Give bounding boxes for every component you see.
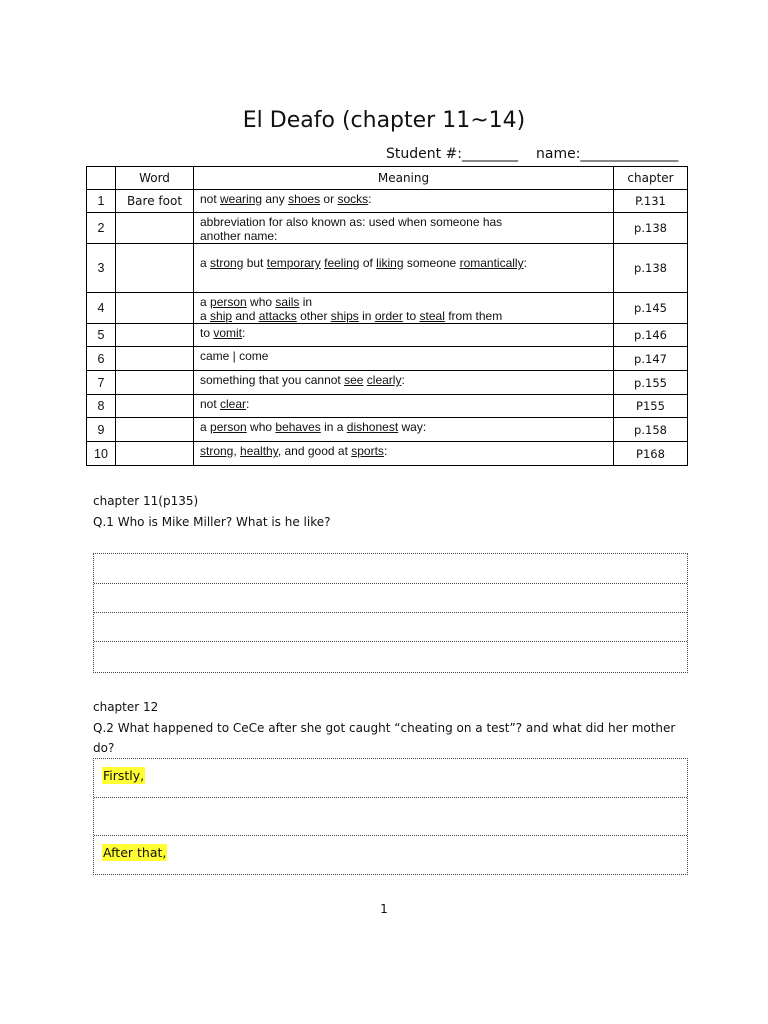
meaning-line (200, 373, 607, 387)
chapter-page-cell: P168 (614, 442, 688, 466)
q2-question: Q.2 What happened to CeCe after she got caught “cheating on a test”? and what did her mother do? (93, 721, 676, 755)
answer-line[interactable] (94, 584, 687, 613)
meaning-text: a (200, 256, 211, 270)
meaning-line (200, 256, 607, 270)
word-cell[interactable] (116, 324, 194, 347)
table-row (87, 293, 688, 324)
meaning-text: other (296, 309, 331, 323)
row-number: 2 (87, 213, 116, 244)
meaning-text: or (320, 192, 338, 206)
meaning-line (200, 397, 607, 411)
meaning-cell (194, 418, 614, 442)
underlined-word: clearly (366, 373, 402, 387)
table-row (87, 395, 688, 418)
document-title: El Deafo (chapter 11~14) (242, 108, 526, 133)
underlined-word: sports (351, 444, 384, 458)
meaning-line (200, 309, 607, 323)
chapter-page-cell: P155 (614, 395, 688, 418)
word-cell[interactable] (116, 442, 194, 466)
meaning-text: : (523, 256, 527, 270)
meaning-text: , and good at (277, 444, 352, 458)
meaning-cell (194, 244, 614, 293)
underlined-word: ship (210, 309, 233, 323)
row-number: 6 (87, 347, 116, 371)
underlined-word: behaves (275, 420, 321, 434)
q1-answer-box[interactable] (93, 553, 688, 673)
answer-line[interactable] (94, 836, 687, 874)
vocabulary-table (86, 166, 688, 466)
meaning-text: from them (444, 309, 503, 323)
meaning-text: : (401, 373, 405, 387)
answer-line[interactable] (94, 554, 687, 584)
header-number (87, 167, 116, 190)
meaning-cell (194, 213, 614, 244)
table-header-row (87, 167, 688, 190)
meaning-text: a (200, 420, 211, 434)
chapter-page-cell: p.146 (614, 324, 688, 347)
row-number: 5 (87, 324, 116, 347)
meaning-text: abbreviation for also known as: used when someone has (200, 215, 503, 229)
meaning-text: who (246, 295, 276, 309)
meaning-text: way: (398, 420, 427, 434)
meaning-text: and (232, 309, 259, 323)
q1-question: Q.1 Who is Mike Miller? What is he like? (93, 515, 331, 529)
q2-answer-box[interactable] (93, 758, 688, 875)
meaning-cell (194, 371, 614, 395)
underlined-word: feeling (324, 256, 360, 270)
meaning-line (200, 295, 607, 309)
meaning-text: someone (403, 256, 460, 270)
header-word: Word (116, 167, 194, 190)
table-row (87, 371, 688, 395)
meaning-cell (194, 293, 614, 324)
meaning-text: : (242, 326, 246, 340)
underlined-word: shoes (288, 192, 321, 206)
meaning-text: of (359, 256, 377, 270)
student-name-field[interactable]: name:______________ (536, 146, 679, 162)
word-cell[interactable] (116, 347, 194, 371)
table-row (87, 190, 688, 213)
meaning-text: in a (320, 420, 347, 434)
word-cell[interactable] (116, 213, 194, 244)
meaning-text: came | come (200, 349, 269, 363)
row-number: 9 (87, 418, 116, 442)
underlined-word: person (210, 420, 247, 434)
underlined-word: strong (200, 444, 234, 458)
underlined-word: order (374, 309, 403, 323)
row-number: 1 (87, 190, 116, 213)
meaning-text: something that you cannot (200, 373, 345, 387)
student-number-field[interactable]: Student #:________ (386, 146, 519, 162)
meaning-text: : (368, 192, 372, 206)
table-row (87, 244, 688, 293)
answer-line[interactable] (94, 613, 687, 642)
chapter-page-cell: P.131 (614, 190, 688, 213)
underlined-word: liking (376, 256, 404, 270)
meaning-cell (194, 442, 614, 466)
meaning-text: who (246, 420, 276, 434)
chapter-page-cell: p.147 (614, 347, 688, 371)
row-number: 3 (87, 244, 116, 293)
chapter-page-cell: p.158 (614, 418, 688, 442)
header-chapter: chapter (614, 167, 688, 190)
word-cell[interactable] (116, 395, 194, 418)
word-cell[interactable] (116, 293, 194, 324)
meaning-cell (194, 347, 614, 371)
meaning-text: another name: (200, 229, 278, 243)
sentence-starter-highlight: Firstly, (103, 768, 145, 783)
meaning-cell (194, 190, 614, 213)
underlined-word: romantically (459, 256, 524, 270)
underlined-word: socks (337, 192, 369, 206)
meaning-text: : (246, 397, 250, 411)
meaning-text: not (200, 397, 221, 411)
word-cell[interactable] (116, 244, 194, 293)
underlined-word: ships (330, 309, 359, 323)
chapter-page-cell: p.145 (614, 293, 688, 324)
table-row (87, 418, 688, 442)
meaning-line (200, 444, 607, 458)
meaning-text: but (243, 256, 267, 270)
meaning-line (200, 229, 607, 243)
underlined-word: steal (419, 309, 445, 323)
meaning-text: any (262, 192, 289, 206)
underlined-word: temporary (266, 256, 321, 270)
underlined-word: sails (275, 295, 300, 309)
meaning-line (200, 192, 607, 206)
row-number: 7 (87, 371, 116, 395)
meaning-text: a (200, 295, 211, 309)
meaning-line (200, 420, 607, 434)
header-meaning: Meaning (194, 167, 614, 190)
meaning-text: a (200, 309, 211, 323)
row-number: 8 (87, 395, 116, 418)
chapter-page-cell: p.155 (614, 371, 688, 395)
underlined-word: healthy (240, 444, 278, 458)
underlined-word: wearing (220, 192, 263, 206)
chapter-page-cell: p.138 (614, 244, 688, 293)
meaning-text: to (402, 309, 420, 323)
chapter-page-cell: p.138 (614, 213, 688, 244)
underlined-word: clear (220, 397, 247, 411)
meaning-text: in (358, 309, 375, 323)
meaning-line (200, 349, 607, 363)
answer-line[interactable] (94, 798, 687, 836)
underlined-word: strong (210, 256, 244, 270)
meaning-cell (194, 324, 614, 347)
sentence-starter-highlight: After that, (103, 845, 167, 860)
meaning-line (200, 326, 607, 340)
underlined-word: attacks (258, 309, 297, 323)
answer-line[interactable] (94, 759, 687, 798)
table-row (87, 442, 688, 466)
table-row (87, 213, 688, 244)
row-number: 4 (87, 293, 116, 324)
table-row (87, 324, 688, 347)
table-row (87, 347, 688, 371)
meaning-cell (194, 395, 614, 418)
word-cell[interactable]: Bare foot (116, 190, 194, 213)
student-info-line (386, 146, 678, 162)
q2-chapter-label: chapter 12 (93, 700, 159, 714)
underlined-word: vomit (213, 326, 243, 340)
meaning-text: : (383, 444, 388, 458)
page-number: 1 (380, 902, 388, 916)
word-cell[interactable] (116, 371, 194, 395)
underlined-word: dishonest (346, 420, 399, 434)
word-cell[interactable] (116, 418, 194, 442)
underlined-word: see (344, 373, 364, 387)
answer-line[interactable] (94, 642, 687, 672)
meaning-text: to (200, 326, 214, 340)
meaning-text: , (233, 444, 241, 458)
underlined-word: person (210, 295, 247, 309)
meaning-line (200, 215, 607, 229)
q1-chapter-label: chapter 11(p135) (93, 494, 199, 508)
meaning-text: in (299, 295, 313, 309)
row-number: 10 (87, 442, 116, 466)
meaning-text: not (200, 192, 221, 206)
